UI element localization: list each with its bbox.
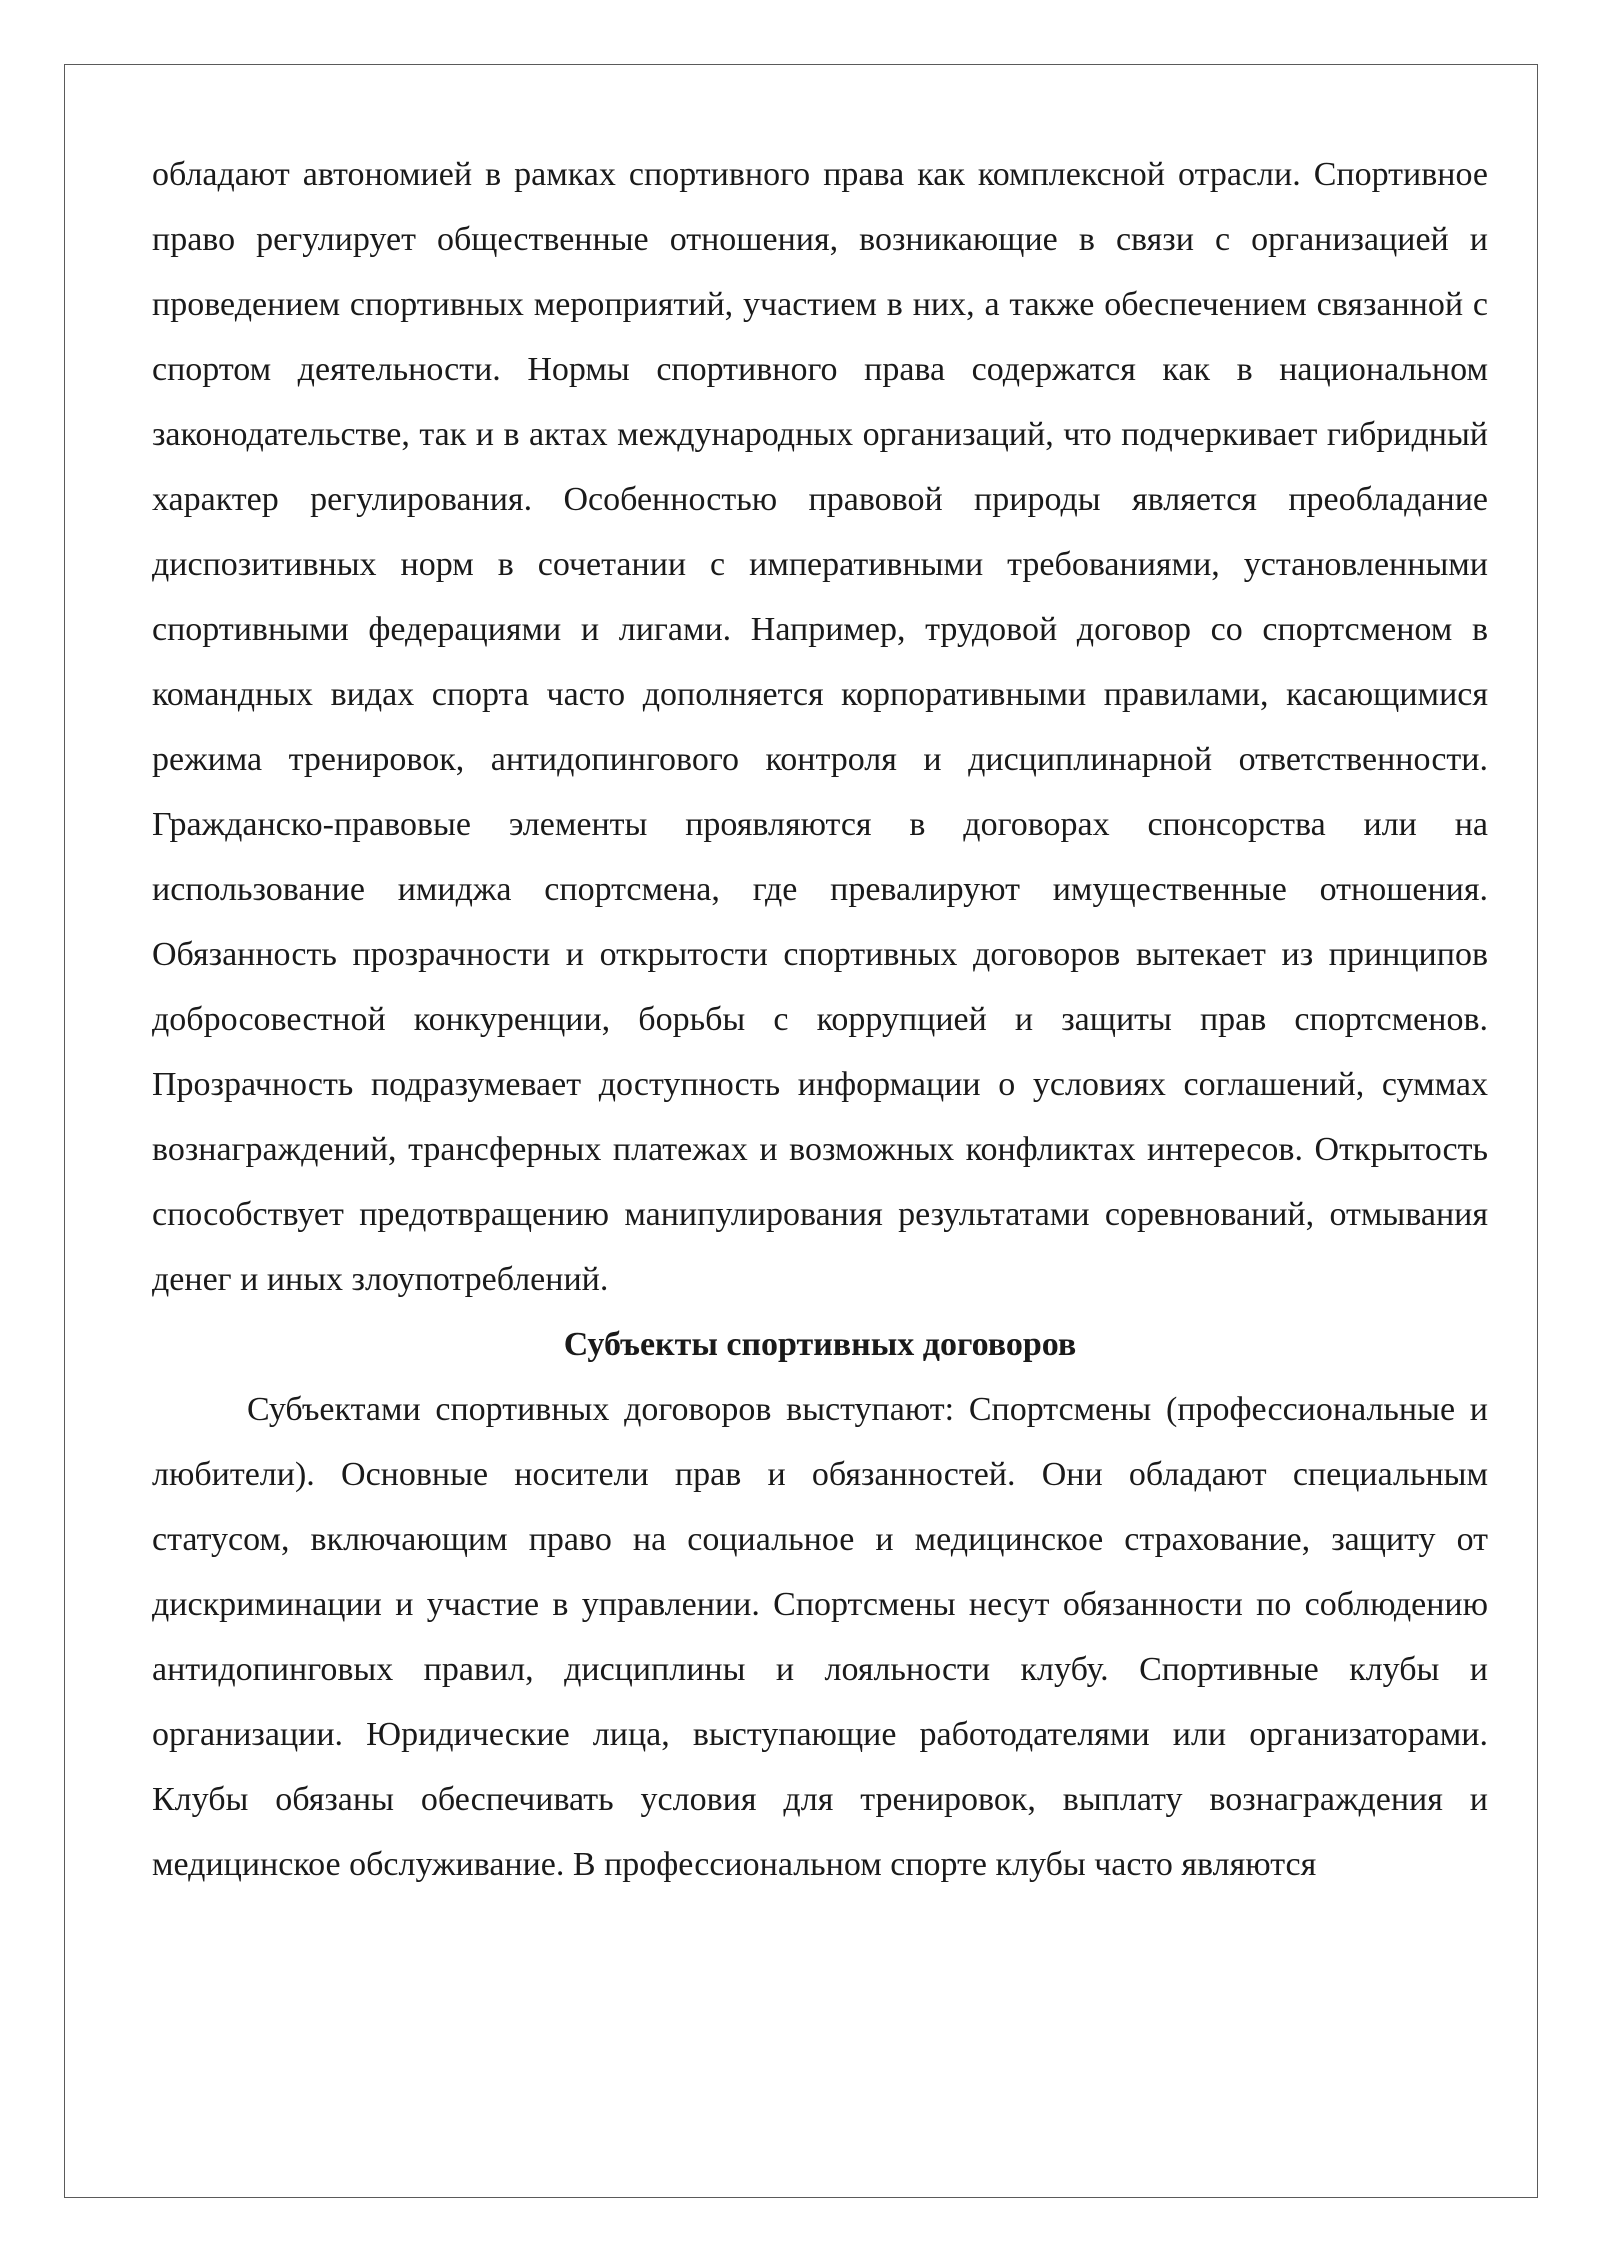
document-body: [152, 142, 1488, 1897]
paragraph-continuation: обладают автономией в рамках спортивного права как комплексной отрасли. Спортивное право регулирует общественные отношения, возникающие в связи с организацией и проведением спортивных мероприятий, участием в них, а также обеспечением связанной с спортом деятельности. Нормы спортивного права содержатся как в национальном законодательстве, так и в актах международных организаций, что подчеркивает гибридный характер регулирования. Особенностью правовой природы является преобладание диспозитивных норм в сочетании с императивными требованиями, установленными спортивными федерациями и лигами. Например, трудовой договор со спортсменом в командных видах спорта часто дополняется корпоративными правилами, касающимися режима тренировок, антидопингового контроля и дисциплинарной ответственности. Гражданско-правовые элементы проявляются в договорах спонсорства или на использование имиджа спортсмена, где превалируют имущественные отношения. Обязанность прозрачности и открытости спортивных договоров вытекает из принципов добросовестной конкуренции, борьбы с коррупцией и защиты прав спортсменов. Прозрачность подразумевает доступность информации о условиях соглашений, суммах вознаграждений, трансферных платежах и возможных конфликтах интересов. Открытость способствует предотвращению манипулирования результатами соревнований, отмывания денег и иных злоупотреблений.: [152, 156, 1488, 1298]
section-heading: Субъекты спортивных договоров: [563, 1326, 1077, 1363]
paragraph-subjects: Субъектами спортивных договоров выступают: Спортсмены (профессиональные и любители). Основные носители прав и обязанностей. Они обладают специальным статусом, включающим право на социальное и медицинское страхование, защиту от дискриминации и участие в управлении. Спортсмены несут обязанности по соблюдению антидопинговых правил, дисциплины и лояльности клубу. Спортивные клубы и организации. Юридические лица, выступающие работодателями или организаторами. Клубы обязаны обеспечивать условия для тренировок, выплату вознаграждения и медицинское обслуживание. В профессиональном спорте клубы часто являются: [152, 1391, 1488, 1883]
